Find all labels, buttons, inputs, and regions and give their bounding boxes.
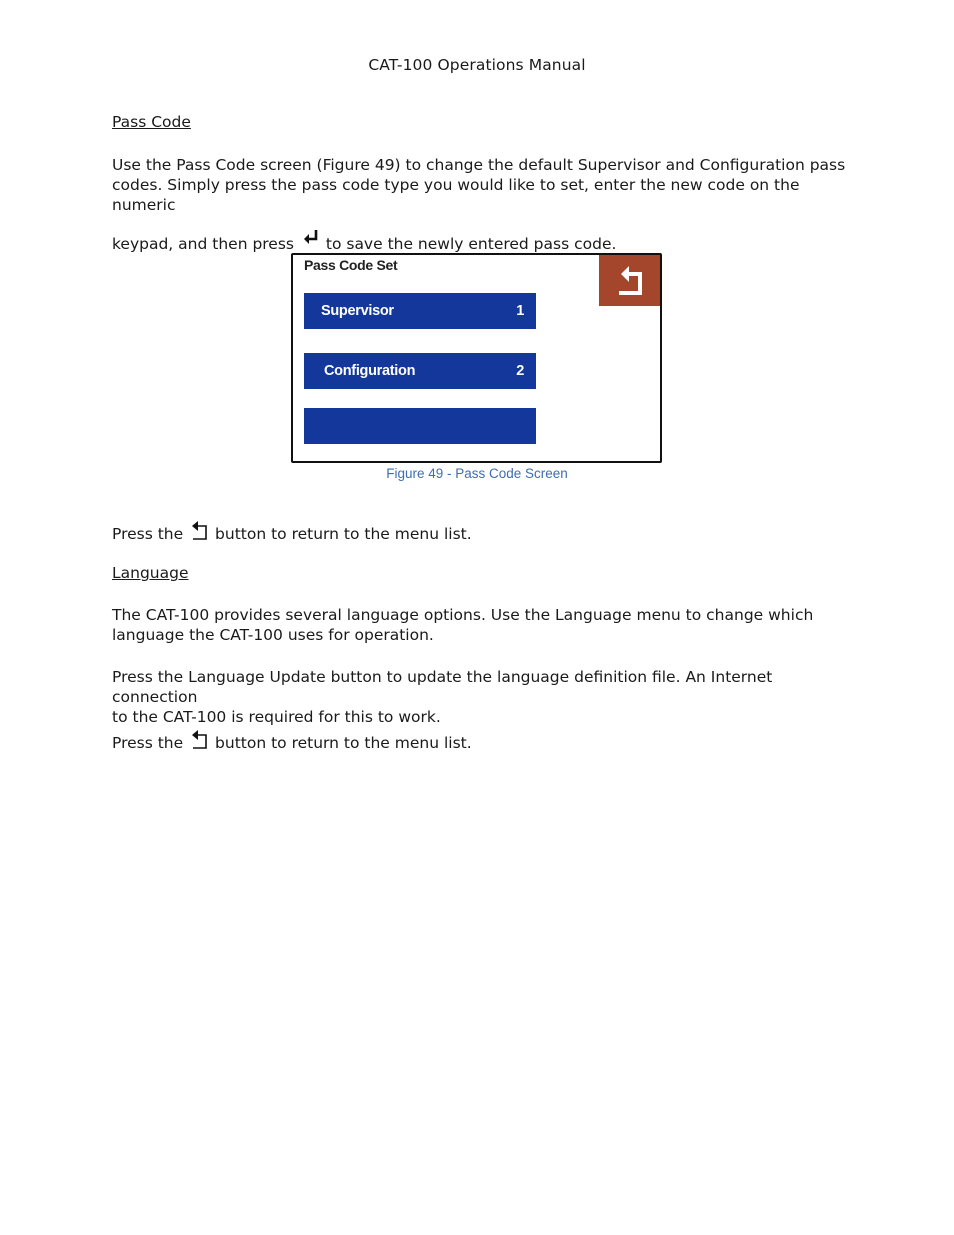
pass-code-line-2: codes. Simply press the pass code type you would like to set, enter the new code on the numeric bbox=[112, 176, 800, 214]
language-return-end: button to return to the menu list. bbox=[215, 734, 472, 752]
language-p1-line-2: language the CAT-100 uses for operation. bbox=[112, 626, 434, 644]
language-p2-line-1: Press the Language Update button to update the language definition file. An Internet connection bbox=[112, 668, 773, 706]
pass-code-paragraph bbox=[112, 155, 852, 254]
pass-code-return-end: button to return to the menu list. bbox=[215, 525, 472, 543]
blank-button[interactable] bbox=[304, 408, 536, 444]
pass-code-line-3-end: to save the newly entered pass code. bbox=[325, 235, 617, 253]
supervisor-label: Supervisor bbox=[321, 303, 394, 319]
language-p2-line-2: to the CAT-100 is required for this to work. bbox=[112, 708, 441, 726]
back-arrow-icon bbox=[190, 521, 210, 546]
language-return-line bbox=[112, 730, 852, 755]
configuration-button[interactable] bbox=[304, 353, 536, 389]
supervisor-button[interactable] bbox=[304, 293, 536, 329]
screen-title: Pass Code Set bbox=[304, 257, 398, 273]
pass-code-heading: Pass Code bbox=[112, 113, 191, 131]
pass-code-return-line bbox=[112, 521, 852, 546]
language-heading: Language bbox=[112, 564, 189, 582]
configuration-label: Configuration bbox=[324, 363, 416, 379]
pass-code-line-1: Use the Pass Code screen (Figure 49) to change the default Supervisor and Configuration pass bbox=[112, 156, 846, 174]
enter-return-icon bbox=[303, 229, 321, 252]
language-paragraph-2 bbox=[112, 667, 852, 727]
language-p1-line-1: The CAT-100 provides several language options. Use the Language menu to change which bbox=[112, 606, 814, 624]
language-return-start: Press the bbox=[112, 734, 184, 752]
figure-caption: Figure 49 - Pass Code Screen bbox=[386, 466, 568, 481]
pass-code-return-start: Press the bbox=[112, 525, 184, 543]
back-arrow-icon bbox=[615, 265, 645, 297]
configuration-number: 2 bbox=[516, 363, 524, 379]
pass-code-screen-figure bbox=[291, 253, 662, 463]
page-header: CAT-100 Operations Manual bbox=[368, 56, 586, 74]
back-arrow-icon bbox=[190, 730, 210, 755]
language-paragraph-1 bbox=[112, 605, 852, 645]
supervisor-number: 1 bbox=[516, 303, 524, 319]
pass-code-line-3-start: keypad, and then press bbox=[112, 235, 294, 253]
back-button[interactable] bbox=[599, 255, 660, 306]
pass-code-line-3 bbox=[112, 229, 852, 254]
